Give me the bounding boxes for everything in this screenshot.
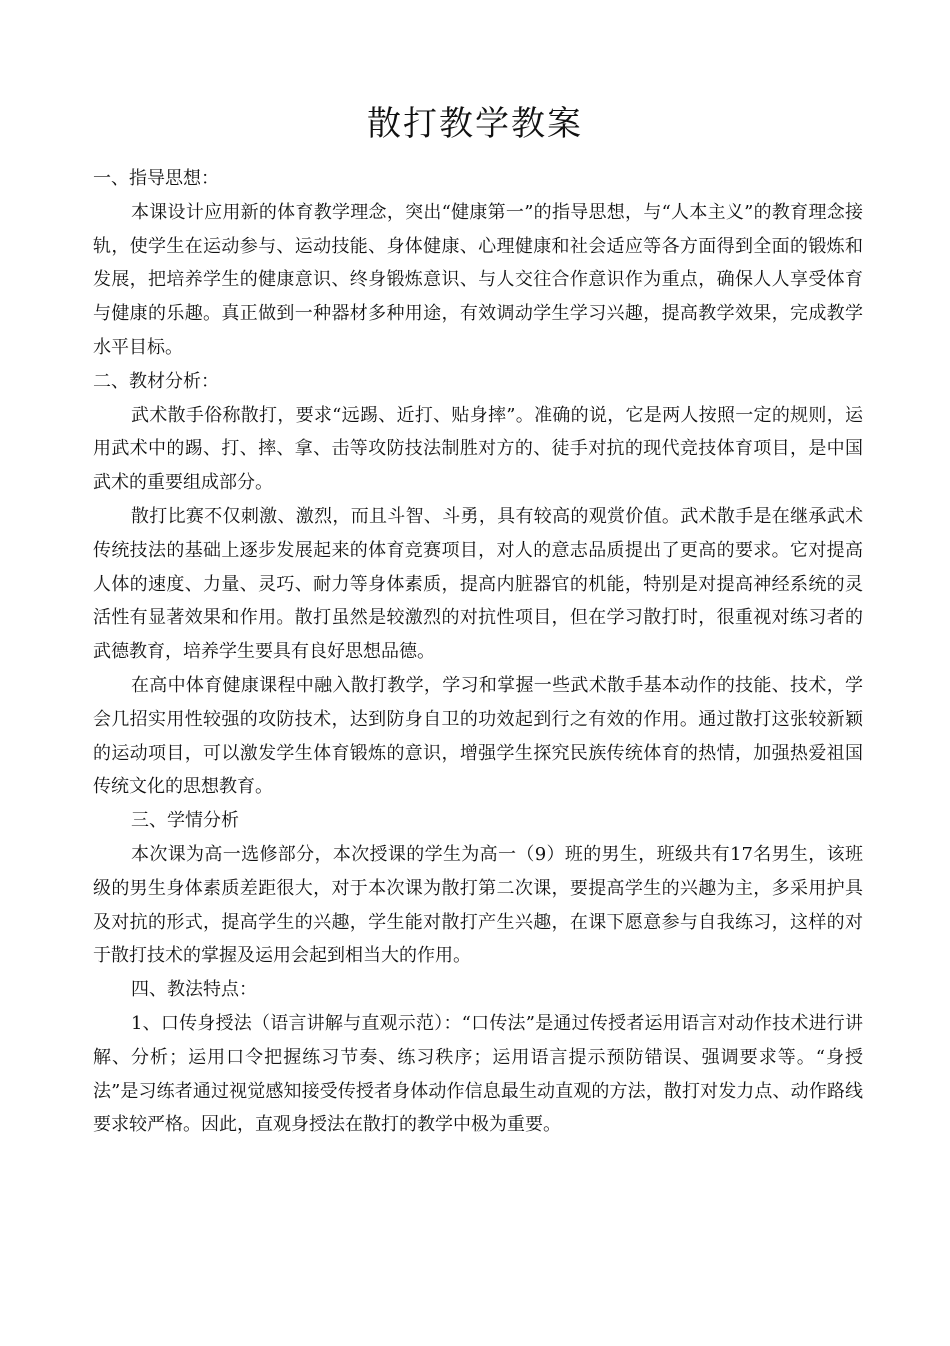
paragraph: 本次课为高一选修部分，本次授课的学生为高一（9）班的男生，班级共有17名男生，该班级的男生身体素质差距很大，对于本次课为散打第二次课，要提高学生的兴趣为主，多采用护具及对抗的形式，提高学生的兴趣，学生能对散打产生兴趣，在课下愿意参与自我练习，这样的对于散打技术的掌握及运用会起到相当大的作用。 — [93, 843, 863, 967]
paragraph: 本课设计应用新的体育教学理念，突出“健康第一”的指导思想，与“人本主义”的教育理念接轨，使学生在运动参与、运动技能、身体健康、心理健康和社会适应等各方面得到全面的锻炼和发展，把培养学生的健康意识、终身锻炼意识、与人交往合作意识作为重点，确保人人享受体育与健康的乐趣。真正做到一种器材多种用途，有效调动学生学习兴趣，提高教学效果，完成教学水平目标。 — [93, 201, 863, 358]
paragraph: 1、口传身授法（语言讲解与直观示范）：“口传法”是通过传授者运用语言对动作技术进行讲解、分析；运用口令把握练习节奏、练习秩序；运用语言提示预防错误、强调要求等。“身授法”是习练者通过视觉感知接受传授者身体动作信息最生动直观的方法，散打对发力点、动作路线要求较严格。因此，直观身授法在散打的教学中极为重要。 — [93, 1012, 863, 1136]
section-heading: 一、指导思想： — [93, 168, 219, 189]
section-heading: 三、学情分析 — [131, 810, 239, 832]
paragraph: 武术散手俗称散打，要求“远踢、近打、贴身摔”。准确的说，它是两人按照一定的规则，运用武术中的踢、打、摔、拿、击等攻防技法制胜对方的、徒手对抗的现代竞技体育项目，是中国武术的重要组成部分。 — [93, 404, 863, 494]
section-heading: 二、教材分析： — [93, 370, 219, 392]
document-title: 散打教学教案 — [367, 104, 583, 144]
paragraph: 散打比赛不仅刺激、激烈，而且斗智、斗勇，具有较高的观赏价值。武术散手是在继承武术传统技法的基础上逐步发展起来的体育竞赛项目，对人的意志品质提出了更高的要求。它对提高人体的速度、力量、灵巧、耐力等身体素质，提高内脏器官的机能，特别是对提高神经系统的灵活性有显著效果和作用。散打虽然是较激烈的对抗性项目，但在学习散打时，很重视对练习者的武德教育，培养学生要具有良好思想品德。 — [93, 505, 863, 663]
section-heading: 四、教法特点： — [131, 979, 257, 1001]
paragraph: 在高中体育健康课程中融入散打教学，学习和掌握一些武术散手基本动作的技能、技术，学会几招实用性较强的攻防技术，达到防身自卫的功效起到行之有效的作用。通过散打这张较新颖的运动项目，可以激发学生体育锻炼的意识，增强学生探究民族传统体育的热情，加强热爱祖国传统文化的思想教育。 — [93, 674, 863, 798]
document-body — [93, 162, 863, 1142]
